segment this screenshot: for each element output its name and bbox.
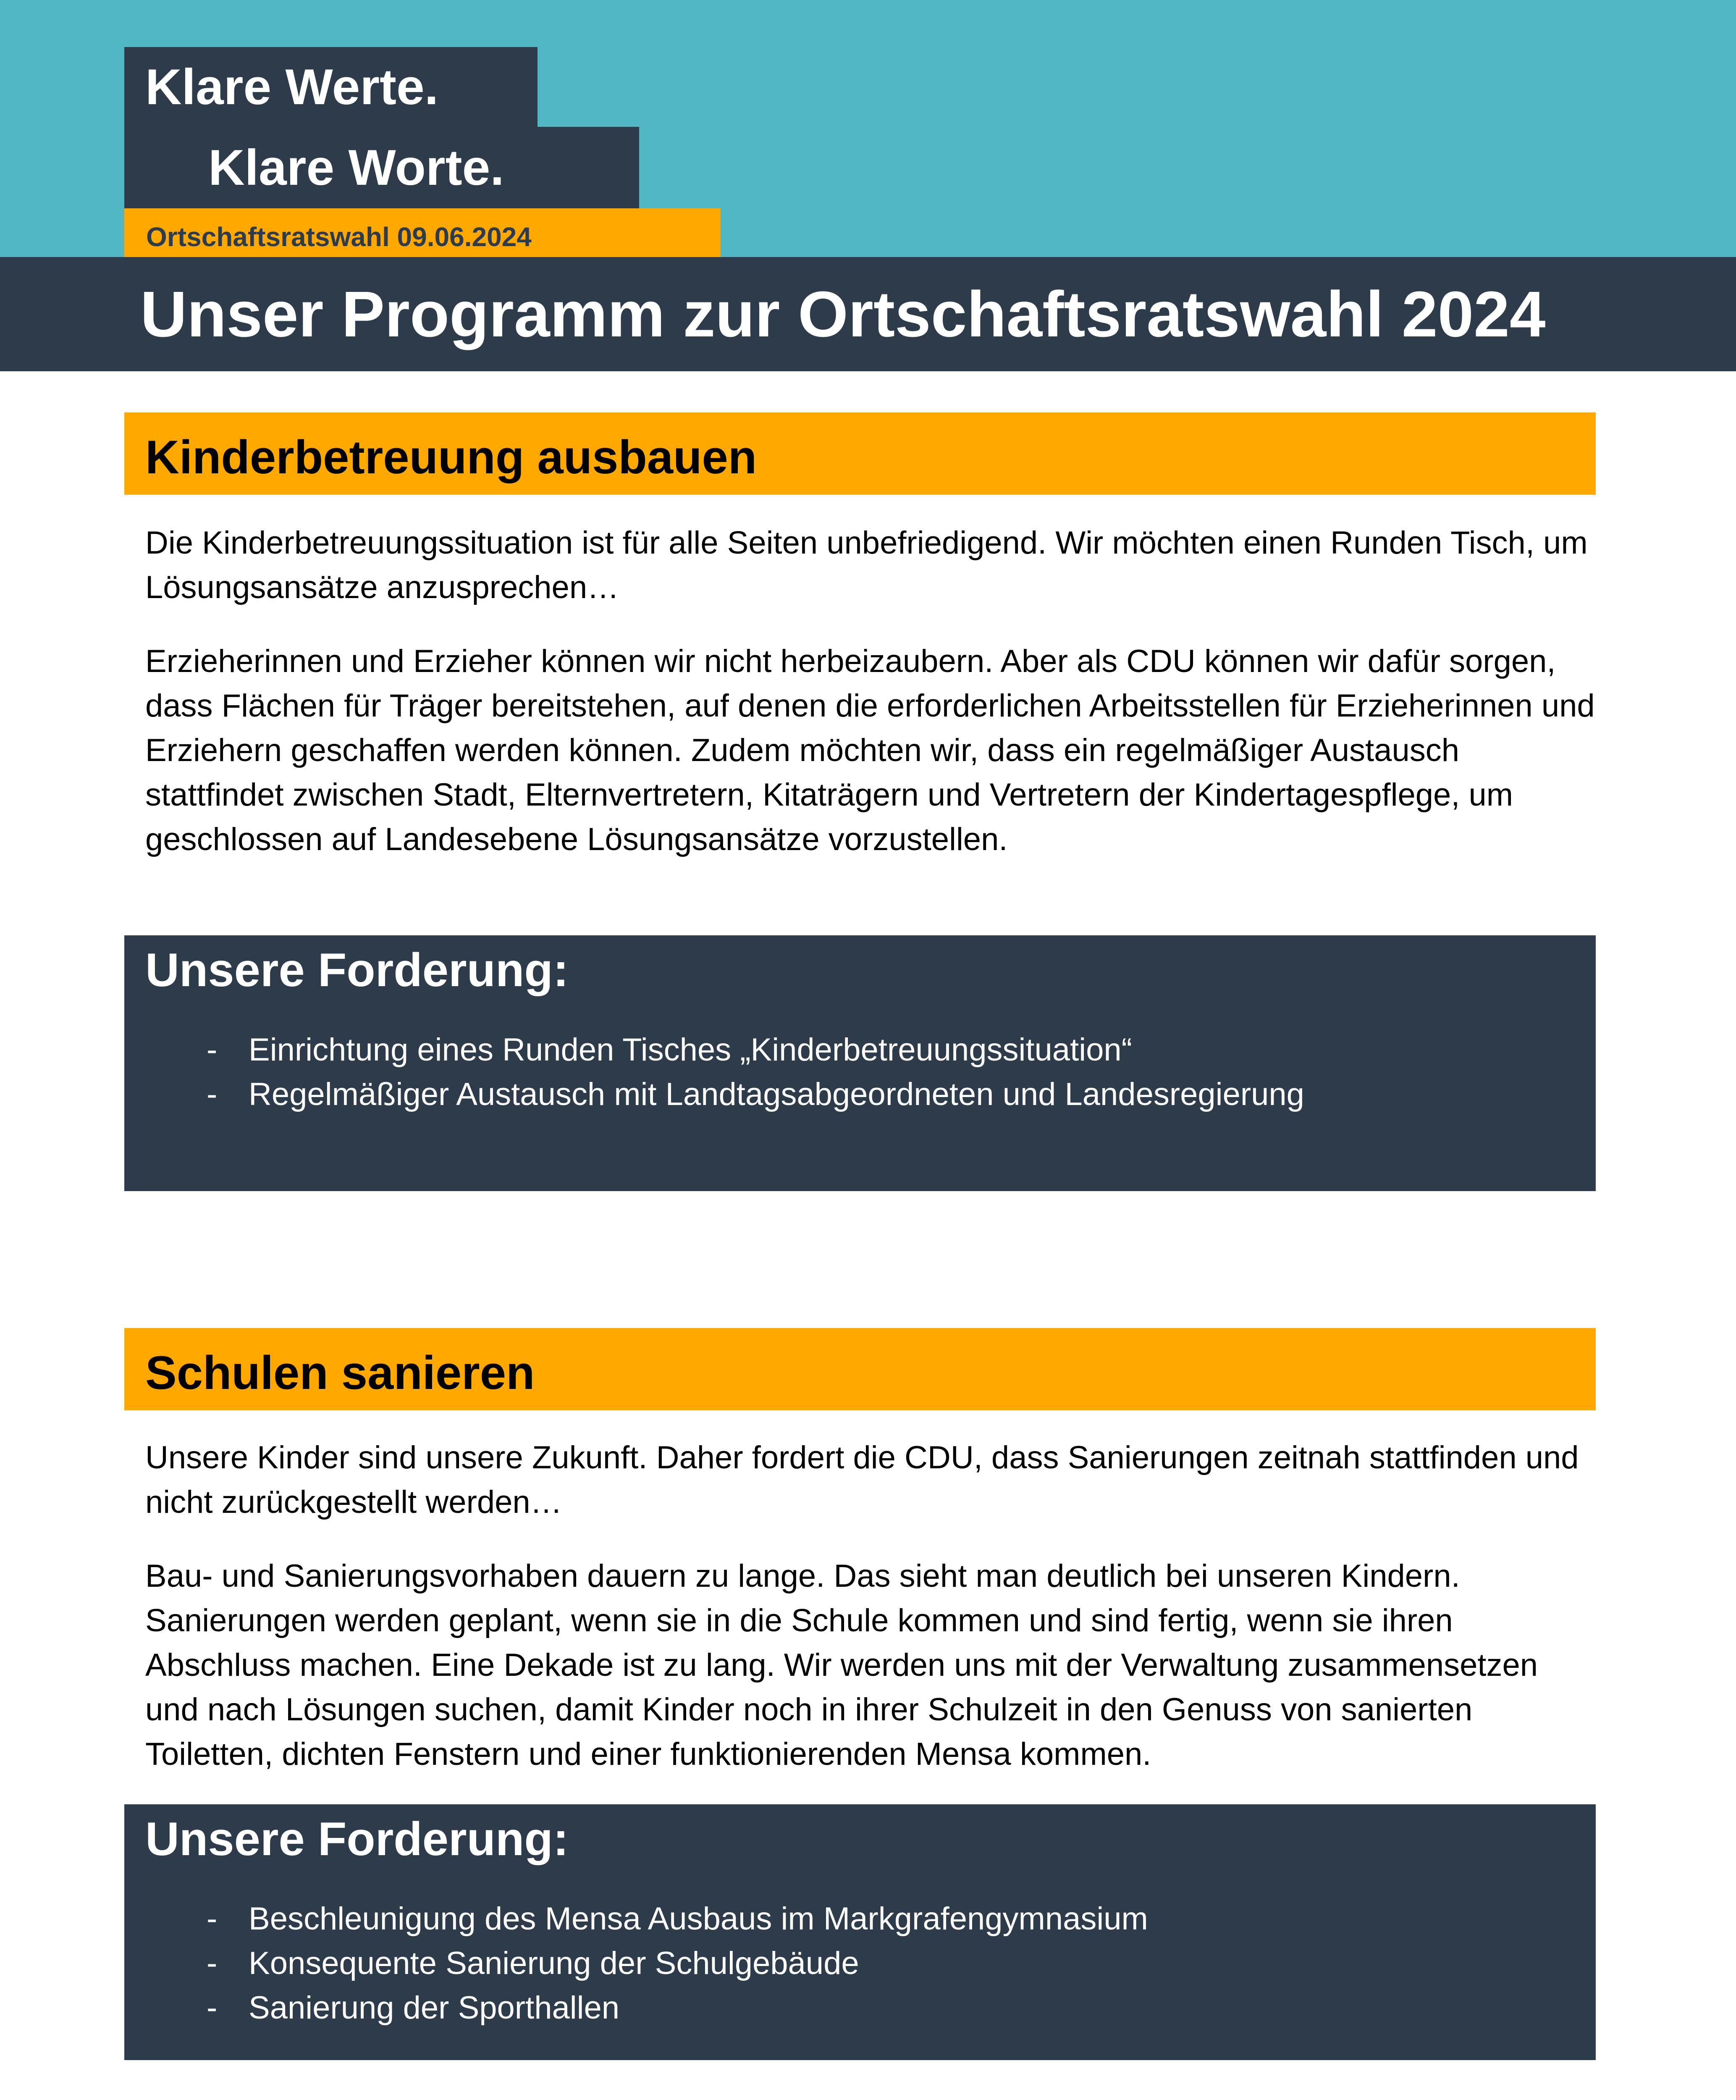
- demand-text: Sanierung der Sporthallen: [249, 1990, 620, 2026]
- section-body-paragraph: Erzieherinnen und Erzieher können wir nicht herbeizaubern. Aber als CDU können wir dafür sorgen, dass Flächen für Träger bereitstehen, auf denen die erforderlichen Arbeitsstellen für Erzieherinnen und Erziehern geschaffen werden können. Zudem möchten wir, dass ein regelmäßiger Austausch stattfindet zwischen Stadt, Elternvertretern, Kitaträgern und Vertretern der Kindertagespflege, um geschlossen auf Landesebene Lösungsansätze vorzustellen.: [145, 643, 1595, 857]
- demand-text: Einrichtung eines Runden Tisches „Kinderbetreuungssituation“: [249, 1032, 1132, 1068]
- election-date-label: Ortschaftsratswahl 09.06.2024: [124, 208, 721, 257]
- section-heading: Schulen sanieren: [124, 1328, 1596, 1410]
- demand-box: [124, 935, 1596, 1191]
- section-heading: Kinderbetreuung ausbauen: [124, 412, 1596, 495]
- section-intro-paragraph: Die Kinderbetreuungssituation ist für alle Seiten unbefriedigend. Wir möchten einen Runden Tisch, um Lösungsansätze anzusprechen…: [145, 525, 1588, 605]
- demand-item: [124, 1072, 1596, 1117]
- demand-item: [124, 1941, 1596, 1986]
- demand-heading: Unsere Forderung:: [145, 944, 569, 996]
- list-dash: -: [207, 1076, 218, 1112]
- demand-text: Konsequente Sanierung der Schulgebäude: [249, 1945, 859, 1981]
- page-title: Unser Programm zur Ortschaftsratswahl 2024: [140, 278, 1546, 350]
- demand-item: [124, 1028, 1596, 1072]
- demand-heading: Unsere Forderung:: [145, 1813, 569, 1865]
- slogan-line-2: Klare Worte.: [124, 127, 639, 208]
- demand-text: Regelmäßiger Austausch mit Landtagsabgeordneten und Landesregierung: [249, 1076, 1304, 1112]
- list-dash: -: [207, 1032, 218, 1068]
- demand-item: [124, 1897, 1596, 1941]
- section-intro-paragraph: Unsere Kinder sind unsere Zukunft. Daher fordert die CDU, dass Sanierungen zeitnah stattfinden und nicht zurückgestellt werden…: [145, 1440, 1579, 1520]
- demand-text: Beschleunigung des Mensa Ausbaus im Markgrafengymnasium: [249, 1901, 1148, 1937]
- list-dash: -: [207, 1945, 218, 1981]
- demand-item: [124, 1986, 1596, 2030]
- slogan-line-1: Klare Werte.: [124, 47, 538, 127]
- demand-box: [124, 1804, 1596, 2060]
- list-dash: -: [207, 1901, 218, 1937]
- section-body-paragraph: Bau- und Sanierungsvorhaben dauern zu lange. Das sieht man deutlich bei unseren Kindern. Sanierungen werden geplant, wenn sie in die Schule kommen und sind fertig, wenn sie ihren Abschluss machen. Eine Dekade ist zu lang. Wir werden uns mit der Verwaltung zusammensetzen und nach Lösungen suchen, damit Kinder noch in ihrer Schulzeit in den Genuss von sanierten Toiletten, dichten Fenstern und einer funktionierenden Mensa kommen.: [145, 1558, 1538, 1772]
- demand-list: [124, 1028, 1596, 1117]
- list-dash: -: [207, 1990, 218, 2026]
- demand-list: [124, 1897, 1596, 2030]
